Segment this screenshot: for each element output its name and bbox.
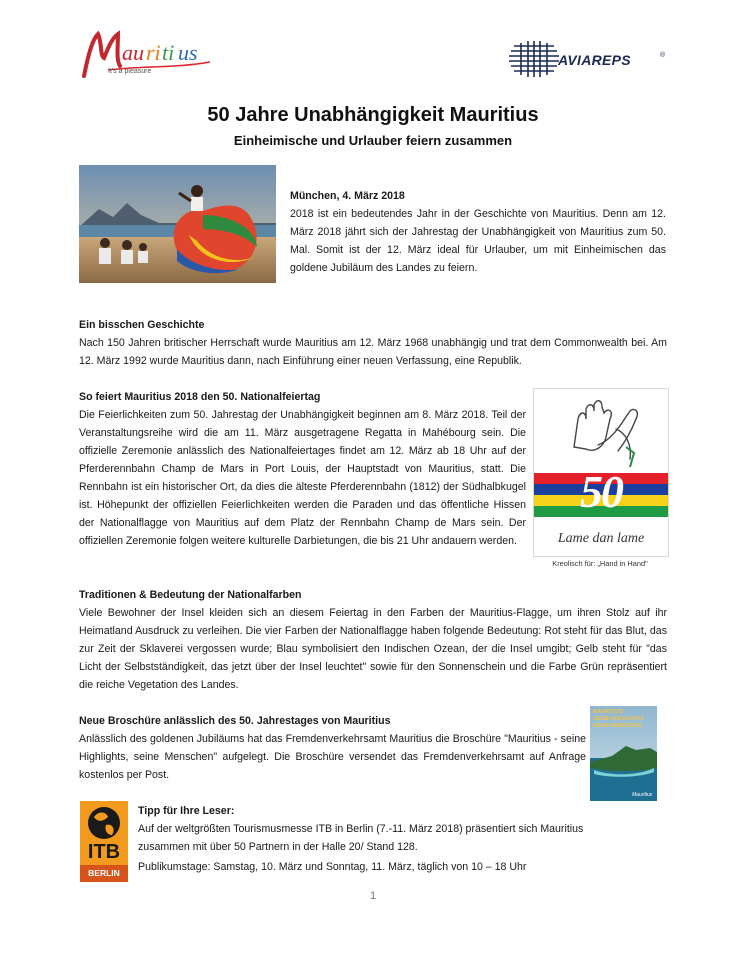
brochure-cover-title-2: SEINE HIGHLIGHTS [593, 716, 644, 722]
tip-public-days: Publikumstage: Samstag, 10. März und Sonntag, 11. März, täglich von 10 – 18 Uhr [138, 861, 527, 873]
svg-text:au: au [122, 40, 144, 65]
poster-caption: Kreolisch für: „Hand in Hand" [552, 559, 648, 568]
sega-dancer-image [79, 165, 276, 283]
poster-slogan: Lame dan lame [557, 531, 645, 546]
tip-heading: Tipp für Ihre Leser: [138, 805, 235, 817]
brochure-paragraph: Anlässlich des goldenen Jubiläums hat das Fremdenverkehrsamt Mauritius die Broschüre "Mauritius - seine Highlights, seine Menschen" aufgelegt. Die Broschüre versendet das Fremdenverkehrsamt auf Anfrage kostenlos per Post. [79, 733, 586, 781]
celebration-heading: So feiert Mauritius 2018 den 50. Nationalfeiertag [79, 391, 321, 403]
itb-label: ITB [87, 841, 121, 863]
page-number: 1 [369, 890, 377, 902]
brochure-cover-title-1: MAURITIUS [593, 709, 623, 715]
traditions-paragraph: Viele Bewohner der Insel kleiden sich an diesem Feiertag in den Farben der Mauritius-Flagge, um ihren Stolz auf ihr Heimatland Ausdruck zu verleihen. Die vier Farben der Nationalflagge haben folgende Bedeutung: Rot steht für das Blut, das zur Zeit der Sklaverei vergossen wurde; Blau symbolisiert den Indischen Ozean, der die Insel umgibt; Gelb steht für "das Licht der Selbstständigkeit, das jetzt über der Insel leuchtet" sowie für den Sonnenschein und die Farbe Grün repräsentiert die reiche Vegetation des Landes. [79, 607, 667, 691]
celebration-section [79, 388, 526, 550]
svg-text:ti: ti [162, 40, 175, 65]
svg-text:us: us [178, 40, 198, 65]
aviareps-text: AVIAREPS [558, 52, 631, 68]
tip-paragraph: Auf der weltgrößten Tourismusmesse ITB in Berlin (7.-11. März 2018) präsentiert sich Mauritius zusammen mit über 50 Partnern in der Halle 20/ Stand 128. [138, 823, 584, 853]
sega-dancer-photo [79, 165, 276, 283]
dateline: München, 4. März 2018 [290, 190, 405, 202]
history-heading: Ein bisschen Geschichte [79, 319, 205, 331]
itb-city: BERLIN [88, 868, 120, 878]
history-paragraph: Nach 150 Jahren britischer Herrschaft wurde Mauritius am 12. März 1968 unabhängig und trat dem Commonwealth bei. Am 12. März 1992 wurde Mauritius dann, nach Einführung einer neuen Verfassung, eine Republik. [79, 337, 667, 367]
mauritius-logo [78, 26, 218, 82]
aviareps-logo [508, 40, 670, 78]
svg-text:ri: ri [146, 40, 161, 65]
mauritius-tagline: It's a pleasure [108, 68, 152, 75]
aviareps-registered: ® [660, 52, 666, 59]
brochure-cover [590, 706, 657, 801]
itb-berlin-logo [80, 801, 128, 882]
history-section [79, 316, 667, 370]
traditions-section [79, 586, 667, 694]
lame-dan-lame-poster [533, 388, 669, 557]
globe-grid-icon [508, 40, 560, 78]
brochure-section [79, 712, 586, 784]
intro-section [290, 187, 666, 277]
mauritius-logo-text [78, 26, 79, 27]
traditions-heading: Traditionen & Bedeutung der Nationalfarben [79, 589, 302, 601]
page-title: 50 Jahre Unabhängigkeit Mauritius [207, 104, 539, 126]
page-subtitle: Einheimische und Urlauber feiern zusammen [233, 133, 513, 148]
poster-number: 50 [580, 466, 622, 517]
intro-paragraph: 2018 ist ein bedeutendes Jahr in der Geschichte von Mauritius. Denn am 12. März 2018 jährt sich der Jahrestag der Unabhängigkeit von Mauritius zum 50. Mal. Somit ist der 12. März ideal für Urlauber, um mit Einheimischen das goldene Jubiläum des Landes zu feiern. [290, 208, 666, 274]
brochure-cover-title-3: SEINE MENSCHEN [593, 723, 642, 729]
tip-section [138, 802, 608, 876]
brochure-cover-logo: Mauritius [632, 792, 653, 798]
brochure-heading: Neue Broschüre anlässlich des 50. Jahrestages von Mauritius [79, 715, 391, 727]
celebration-paragraph: Die Feierlichkeiten zum 50. Jahrestag der Unabhängigkeit beginnen am 8. März 2018. Teil der Veranstaltungsreihe wird die am 11. März ausgetragene Regatta in Mahébourg sein. Die offizielle Zeremonie anlässlich des Nationalfeiertages findet am 12. März ab 18 Uhr auf der Pferderennbahn Champ de Mars in Port Louis, der Hauptstadt von Mauritius, statt. Die Rennbahn ist ein historischer Ort, da dies die älteste Pferderennbahn (1812) der Südhalbkugel ist. Höhepunkt der offiziellen Feierlichkeiten werden die Paraden und das öffentliche Hissen der Nationalflagge von Mauritius auf dem Platz der Rennbahn Champ de Mars sein. Der offiziellen Zeremonie folgen weitere kulturelle Darbietungen, die bis 21 Uhr andauern werden. [79, 409, 526, 547]
